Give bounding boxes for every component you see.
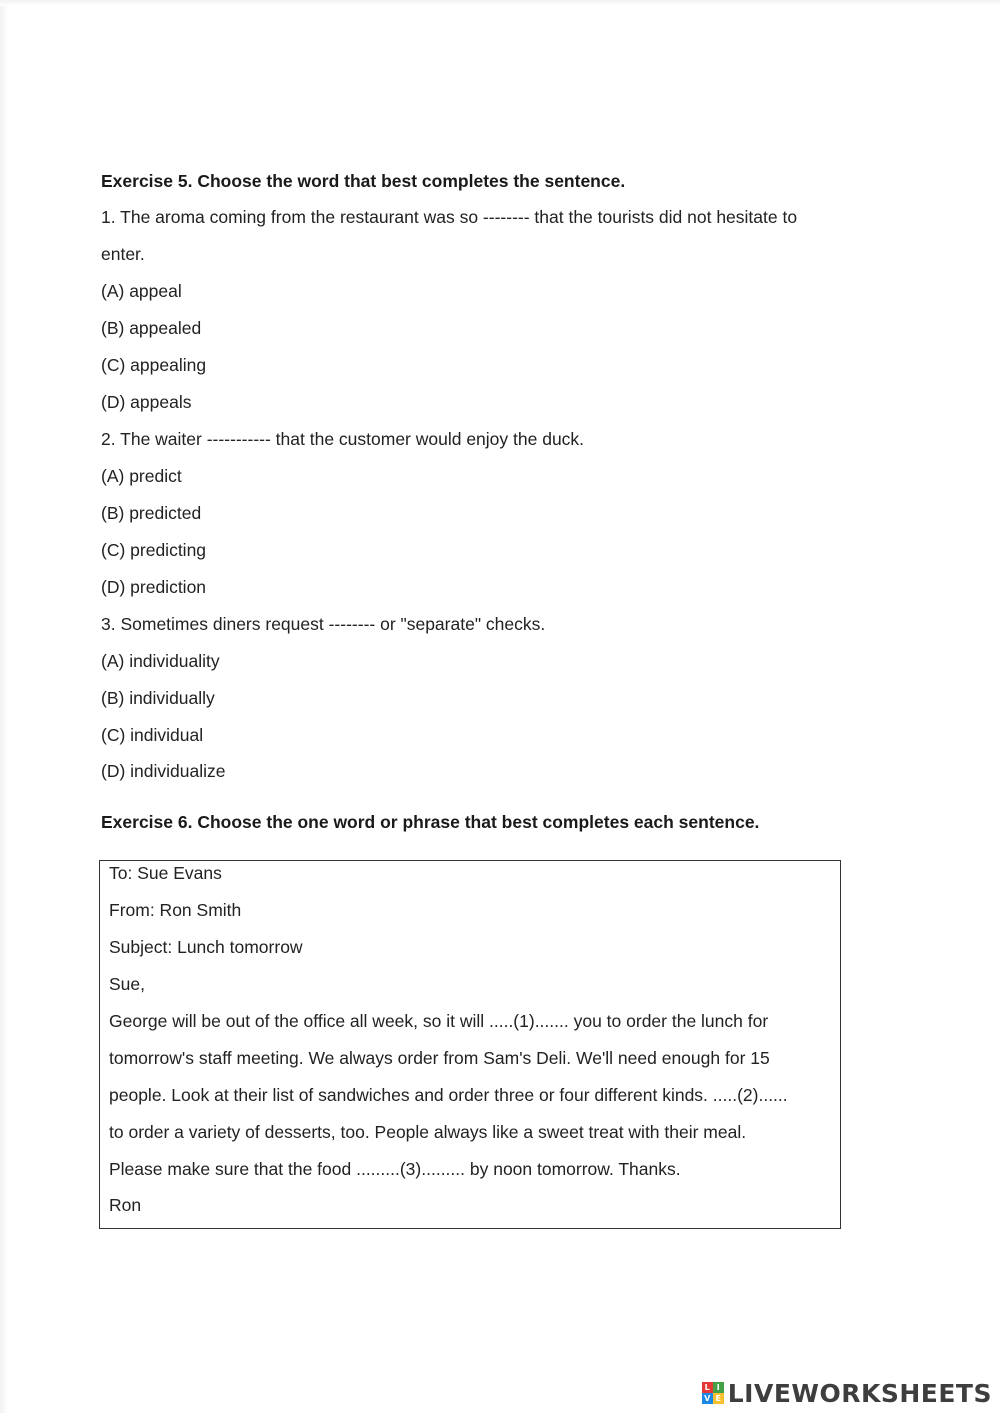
memo-signature: Ron [109, 1195, 142, 1215]
memo-body-line-2: tomorrow's staff meeting. We always order from Sam's Deli. We'll need enough for 15 [109, 1048, 770, 1068]
memo-body-line-5: Please make sure that the food .........(3)......... by noon tomorrow. Thanks. [109, 1159, 681, 1179]
question-2-option-b[interactable]: (B) predicted [101, 503, 202, 523]
question-1-option-c[interactable]: (C) appealing [101, 355, 207, 375]
question-1-option-d[interactable]: (D) appeals [101, 392, 192, 412]
logo-tile-l: L [702, 1382, 713, 1393]
question-3-option-b[interactable]: (B) individually [101, 688, 215, 708]
memo-body-line-4: to order a variety of desserts, too. People always like a sweet treat with their meal. [109, 1122, 747, 1142]
exercise-6-heading: Exercise 6. Choose the one word or phrase that best completes each sentence. [101, 812, 760, 832]
question-2-stem: 2. The waiter ----------- that the customer would enjoy the duck. [101, 429, 585, 449]
logo-tile-e: E [713, 1393, 724, 1404]
question-3-stem: 3. Sometimes diners request -------- or "separate" checks. [101, 614, 546, 634]
memo-body-line-1: George will be out of the office all week, so it will .....(1)....... you to order the lunch for [109, 1011, 769, 1031]
memo-subject: Subject: Lunch tomorrow [109, 937, 303, 957]
brand-name: LIVEWORKSHEETS [727, 1378, 992, 1408]
scan-edge-top [0, 0, 1000, 6]
memo-from: From: Ron Smith [109, 900, 242, 920]
logo-tile-i: I [713, 1382, 724, 1393]
liveworksheets-logo-icon [702, 1382, 724, 1404]
scan-edge-left [0, 0, 8, 1413]
question-1-stem-continued: enter. [101, 244, 145, 264]
liveworksheets-brand [702, 1376, 992, 1410]
question-1-option-a[interactable]: (A) appeal [101, 281, 182, 301]
question-3-option-a[interactable]: (A) individuality [101, 651, 220, 671]
memo-to: To: Sue Evans [109, 863, 222, 883]
memo-body-line-3: people. Look at their list of sandwiches and order three or four different kinds. .....(2)...... [109, 1085, 788, 1105]
memo-greeting: Sue, [109, 974, 145, 994]
question-3-option-c[interactable]: (C) individual [101, 725, 204, 745]
question-3-option-d[interactable]: (D) individualize [101, 761, 226, 781]
question-2-option-d[interactable]: (D) prediction [101, 577, 207, 597]
exercise-5-heading: Exercise 5. Choose the word that best completes the sentence. [101, 171, 626, 191]
question-1-option-b[interactable]: (B) appealed [101, 318, 202, 338]
question-2-option-a[interactable]: (A) predict [101, 466, 182, 486]
question-1-stem: 1. The aroma coming from the restaurant was so -------- that the tourists did not hesitate to [101, 207, 798, 227]
logo-tile-v: V [702, 1393, 713, 1404]
question-2-option-c[interactable]: (C) predicting [101, 540, 207, 560]
